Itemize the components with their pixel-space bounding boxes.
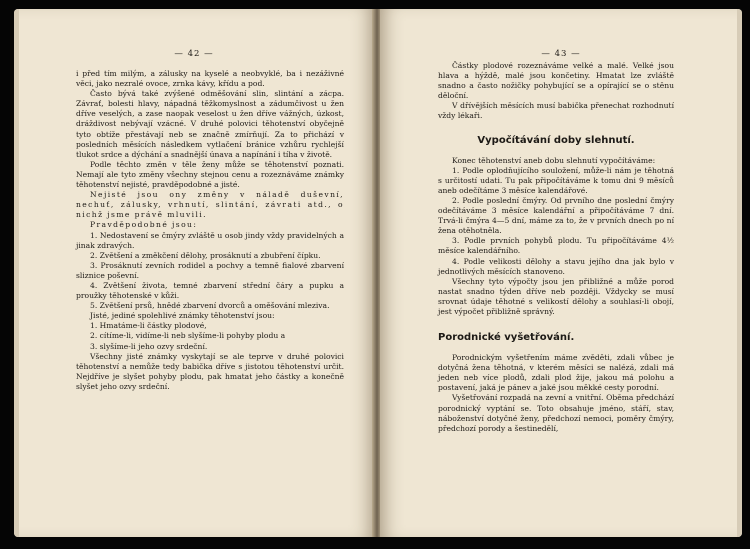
right-page [380,9,742,537]
page-edge [737,9,742,537]
paragraph: Částky plodové rozeznáváme velké a malé. Velké jsou hlava a hýždě, malé jsou končetiny. Hmatat lze zvláště snadno a často nožičky pohybující se a opírající se o stěnu děloční. [438,61,674,101]
paragraph: 2. cítíme-li, vidíme-li neb slyšíme-li pohyby plodu a [90,331,286,341]
page-number: — 43 — [541,49,581,59]
paragraph: Porodnickým vyšetřením máme zvěděti, zdali vůbec je dotyčná žena těhotná, v kterém měsíci se nalézá, zdali má jeden neb více plodů, zdali plod žije, jakou má polohu a postavení, jaká je pánev a jaké jsou měkké cesty porodní. [438,353,674,393]
paragraph: 1. Nedostavení se čmýry zvláště u osob jindy vždy pravidelných a jinak zdravých. [76,230,344,250]
paragraph: 5. Zvětšení prsů, hnědé zbarvení dvorců a oměšování mleziva. [90,301,330,311]
section-heading: Porodnické vyšetřování. [438,332,575,344]
paragraph: V dřívějších měsících musí babička přenechat rozhodnutí vždy lékaři. [438,101,674,121]
paragraph: 1. Hmatáme-li částky plodové, [90,321,207,331]
paragraph: 3. Prosáknutí zevních rodidel a pochvy a temně fialové zbarvení sliznice poševní. [76,260,344,280]
page-body [438,61,674,434]
page-edge [14,9,19,537]
paragraph: 4. Zvětšení života, temné zbarvení střední čáry a pupku a proužky těhotenské v kůži. [76,280,344,301]
paragraph: 2. Zvětšení a změkčení dělohy, prosáknutí a zbubření čípku. [90,250,321,260]
paragraph: Nejisté jsou ony změny v náladě duševní, nechuť, zálusky, vrhnutí, slintání, závrati atd., o nichž jsme právě mluvili. [76,190,344,220]
paragraph: i před tím milým, a zálusky na kyselé a neobvyklé, ba i nezáživné věci, jako nezralé ovoce, zrnka kávy, křídu a pod. [76,69,344,89]
open-book [14,5,742,543]
paragraph: Pravděpodobné jsou: [90,220,198,230]
paragraph: Vyšetřování rozpadá na zevní a vnitřní. Oběma předchází porodnický vyptání se. Toto obsahuje jméno, stáří, stav, náboženství dotyčné ženy, předchozí nemoci, poměry čmýry, předchozí porody a šestinedělí, [438,393,674,433]
paragraph: Všechny tyto výpočty jsou jen přibližné a může porod nastat snadno týden dříve neb později. Vždycky se musí srovnat údaje těhotné s velikostí dělohy a souhlasí-li obojí, jest výpočet přibližně správný. [438,276,674,316]
paragraph: 3. Podle prvních pohybů plodu. Tu připočítáváme 4½ měsíce kalendářního. [438,236,674,256]
left-page [14,9,374,537]
section-heading: Vypočítávání doby slehnutí. [477,134,635,146]
paragraph: 1. Podle oplodňujícího souložení, může-li nám je těhotná s určitostí udati. Tu pak připočítáváme k tomu dni 9 měsíců aneb odečítáme 3 měsíce kalendářové. [438,165,674,195]
paragraph: Jisté, jediné spolehlivé známky těhotenství jsou: [90,311,275,321]
paragraph: Všechny jisté známky vyskytají se ale teprve v druhé polovici těhotenství a nemůže tedy babička dříve s jistotou těhotenství určit. Nejdříve je slyšet pohyby plodu, pak hmatat jeho částky a konečně slyšet jeho ozvy srdeční. [76,351,344,391]
page-body [76,69,344,392]
paragraph: Často bývá také zvýšené odměšování slin, slintání a zácpa. Závrať, bolesti hlavy, nápadná těžkomyslnost a zádumčivost u žen dříve veselých, a zase naopak veselost u žen dříve vážných, úzkost, dráždivost nebývají vzácné. V druhé polovici těhotenství obyčejně tyto obtíže přestávají neb se značně zmírňují. Za to přichází v posledních měsících následkem vytlačení bránice vzhůru rychlejší tlukot srdce a dýchání a snadnější únava a napínání i tíha v životě. [76,89,344,159]
paragraph: 3. slyšíme-li jeho ozvy srdeční. [90,341,208,351]
page-number: — 42 — [174,49,214,59]
paragraph: Podle těchto změn v těle ženy může se těhotenství poznati. Nemají ale tyto změny všechny stejnou cenu a rozeznáváme známky těhotenství nejisté, pravděpodobné a jisté. [76,159,344,190]
paragraph: Konec těhotenství aneb dobu slehnutí vypočítáváme: [452,155,656,165]
paragraph: 2. Podle poslední čmýry. Od prvního dne poslední čmýry odečítáváme 3 měsíce kalendářní a připočítáváme 7 dní. Trvá-li čmýra 4—5 dní, máme za to, že v prvních dnech po ní žena otěhotněla. [438,195,674,236]
paragraph: 4. Podle velikosti dělohy a stavu jejího dna jak bylo v jednotlivých měsících stanoveno. [438,256,674,276]
